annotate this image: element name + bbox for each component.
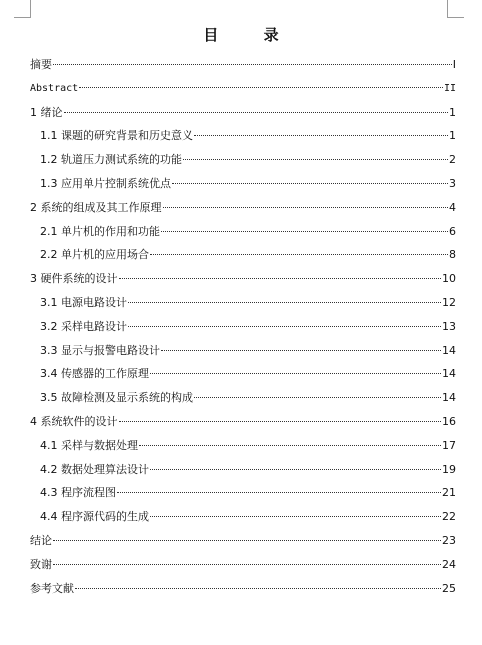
toc-dot-leader — [194, 135, 448, 136]
toc-entry-label: 3.5 故障检测及显示系统的构成 — [40, 391, 193, 405]
toc-entry[interactable] — [30, 582, 456, 606]
toc-entry-page-number: 6 — [449, 224, 456, 238]
toc-entry-label: 4.2 数据处理算法设计 — [40, 462, 149, 476]
page-title: 目 录 — [203, 26, 299, 44]
toc-entry-page-number: 10 — [442, 272, 456, 286]
toc-dot-leader — [139, 445, 441, 446]
toc-dot-leader — [117, 492, 441, 493]
toc-entry[interactable] — [30, 129, 456, 153]
toc-dot-leader — [75, 588, 441, 589]
toc-entry-label: 1 绪论 — [30, 105, 63, 119]
toc-entry[interactable] — [30, 201, 456, 225]
toc-dot-leader — [150, 516, 441, 517]
toc-entry-page-number: 1 — [449, 105, 456, 119]
toc-entry[interactable] — [30, 344, 456, 368]
toc-entry-page-number: 16 — [442, 414, 456, 428]
toc-entry-page-number: 2 — [449, 153, 456, 167]
toc-dot-leader — [150, 469, 441, 470]
toc-dot-leader — [53, 564, 441, 565]
toc-entry-label: 1.3 应用单片控制系统优点 — [40, 176, 171, 190]
toc-entry-label: Abstract — [30, 82, 79, 94]
toc-entry[interactable] — [30, 439, 456, 463]
toc-entry[interactable] — [30, 58, 456, 82]
toc-entry[interactable] — [30, 320, 456, 344]
toc-entry[interactable] — [30, 248, 456, 272]
toc-entry[interactable] — [30, 486, 456, 510]
toc-dot-leader — [161, 231, 448, 232]
toc-entry-page-number: 21 — [442, 486, 456, 500]
toc-entry-label: 1.2 轨道压力测试系统的功能 — [40, 153, 182, 167]
toc-dot-leader — [161, 350, 441, 351]
toc-entry[interactable] — [30, 558, 456, 582]
crop-mark-top-left-vertical — [30, 0, 31, 18]
toc-entry[interactable] — [30, 296, 456, 320]
crop-mark-top-right-vertical — [447, 0, 448, 18]
toc-entry[interactable] — [30, 106, 456, 130]
toc-entry-label: 4.4 程序源代码的生成 — [40, 510, 149, 524]
toc-entry-page-number: 17 — [442, 438, 456, 452]
toc-entry-page-number: 14 — [442, 367, 456, 381]
toc-entry-page-number: 4 — [449, 200, 456, 214]
toc-entry[interactable] — [30, 153, 456, 177]
toc-entry[interactable] — [30, 272, 456, 296]
toc-entry[interactable] — [30, 510, 456, 534]
table-of-contents — [30, 58, 456, 605]
toc-entry-label: 致谢 — [30, 557, 52, 571]
toc-entry-label: 3.4 传感器的工作原理 — [40, 367, 149, 381]
toc-dot-leader — [128, 302, 441, 303]
toc-entry-label: 4.1 采样与数据处理 — [40, 438, 138, 452]
toc-entry-page-number: 14 — [442, 343, 456, 357]
crop-mark-top-right-horizontal — [447, 17, 464, 18]
toc-entry-label: 摘要 — [30, 58, 52, 71]
toc-entry-label: 2 系统的组成及其工作原理 — [30, 200, 162, 214]
toc-entry-page-number: 19 — [442, 462, 456, 476]
toc-dot-leader — [150, 373, 441, 374]
toc-entry-page-number: 24 — [442, 557, 456, 571]
toc-entry[interactable] — [30, 415, 456, 439]
toc-entry-label: 3 硬件系统的设计 — [30, 272, 118, 286]
toc-entry-label: 结论 — [30, 533, 52, 547]
toc-dot-leader — [64, 112, 449, 113]
toc-entry-label: 参考文献 — [30, 581, 74, 595]
toc-entry-page-number: 25 — [442, 581, 456, 595]
toc-entry-page-number: 3 — [449, 176, 456, 190]
toc-entry-page-number: 12 — [442, 295, 456, 309]
toc-entry-label: 3.3 显示与报警电路设计 — [40, 343, 160, 357]
toc-entry[interactable] — [30, 177, 456, 201]
toc-dot-leader — [172, 183, 448, 184]
toc-dot-leader — [79, 87, 443, 88]
toc-entry-label: 2.1 单片机的作用和功能 — [40, 224, 160, 238]
toc-dot-leader — [119, 421, 442, 422]
toc-entry[interactable] — [30, 225, 456, 249]
toc-entry[interactable] — [30, 534, 456, 558]
toc-entry[interactable] — [30, 463, 456, 487]
toc-dot-leader — [150, 254, 448, 255]
toc-entry-page-number: 13 — [442, 319, 456, 333]
toc-entry-label: 3.2 采样电路设计 — [40, 319, 127, 333]
toc-dot-leader — [163, 207, 449, 208]
toc-dot-leader — [53, 540, 441, 541]
toc-dot-leader — [53, 64, 452, 65]
toc-entry-label: 1.1 课题的研究背景和历史意义 — [40, 129, 193, 143]
toc-entry-label: 4.3 程序流程图 — [40, 486, 116, 500]
toc-entry-label: 4 系统软件的设计 — [30, 414, 118, 428]
toc-entry[interactable] — [30, 367, 456, 391]
toc-dot-leader — [183, 159, 448, 160]
toc-entry[interactable] — [30, 82, 456, 106]
toc-entry-label: 2.2 单片机的应用场合 — [40, 248, 149, 262]
toc-entry-page-number: 1 — [449, 129, 456, 143]
toc-entry-page-number: II — [443, 82, 456, 94]
crop-mark-top-left-horizontal — [14, 17, 31, 18]
toc-entry-page-number: 14 — [442, 391, 456, 405]
toc-entry-page-number: 22 — [442, 510, 456, 524]
toc-dot-leader — [128, 326, 441, 327]
toc-entry-page-number: I — [452, 58, 456, 71]
toc-entry[interactable] — [30, 391, 456, 415]
toc-entry-page-number: 23 — [442, 533, 456, 547]
toc-dot-leader — [119, 278, 442, 279]
toc-entry-page-number: 8 — [449, 248, 456, 262]
toc-entry-label: 3.1 电源电路设计 — [40, 295, 127, 309]
toc-dot-leader — [194, 397, 441, 398]
